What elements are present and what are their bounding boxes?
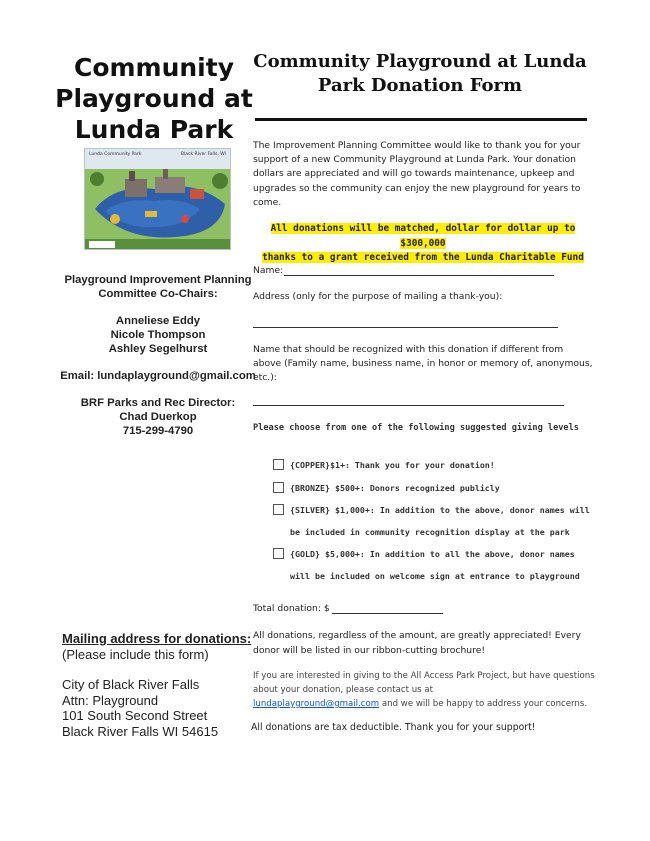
cochair-name: Nicole Thompson (110, 329, 206, 341)
address-line: Black River Falls WI 54615 (62, 723, 219, 739)
level-label: {COPPER}$1+: Thank you for your donation! (290, 460, 495, 470)
contact-paragraph (253, 669, 598, 711)
director-name: Chad Duerkop (119, 411, 197, 423)
intro-paragraph: The Improvement Planning Committee would like to thank you for your support of a new Community Playground at Lunda Park. Your donation dollars are appreciated and will go towards maintenance, upkeep and upgrades so the community can enjoy the new playground for years to come. (253, 140, 581, 208)
checkbox-gold[interactable] (273, 548, 284, 559)
mailing-heading: Mailing address for donations: (62, 631, 252, 646)
render-caption-right: Black River Falls, WI (180, 152, 226, 157)
level-label-continued: be included in community recognition display at the park (290, 527, 570, 537)
contact-text: If you are interested in giving to the All Access Park Project, but have questions about your donation, please contact us at (253, 671, 595, 695)
name-label: Name: (253, 265, 284, 276)
address-line: 101 South Second Street (62, 708, 208, 723)
address-line: City of Black River Falls (62, 677, 200, 692)
mailing-address-block (62, 631, 262, 739)
mailing-note: (Please include this form) (62, 646, 209, 662)
matching-line-2: thanks to a grant received from the Lunda Charitable Fund (262, 252, 584, 263)
recognition-field[interactable] (253, 405, 564, 406)
cochair-name: Ashley Segelhurst (108, 343, 208, 355)
contact-email-link[interactable]: lundaplayground@gmail.com (253, 699, 380, 709)
sidebar-title: Community Playground at Lunda Park (55, 53, 253, 144)
level-label: {GOLD} $5,000+: In addition to all the above, donor names (290, 549, 575, 559)
recognition-label: Name that should be recognized with this donation if different from above (Family name, business name, in honor or memory of, anonymous, etc.): (253, 344, 593, 383)
checkbox-bronze[interactable] (273, 482, 284, 493)
level-label: {SILVER} $1,000+: In addition to the above, donor names will (290, 505, 590, 515)
name-field[interactable] (284, 275, 554, 276)
playground-rendering-image (84, 148, 231, 250)
checkbox-silver[interactable] (273, 504, 284, 515)
director-phone: 715-299-4790 (122, 425, 194, 437)
address-field[interactable] (253, 327, 558, 328)
committee-heading: Playground Improvement Planning Committee Co-Chairs: (64, 274, 252, 300)
giving-levels-heading: Please choose from one of the following suggested giving levels (253, 423, 579, 433)
level-label: {BRONZE} $500+: Donors recognized publicly (290, 483, 500, 493)
cochair-name: Anneliese Eddy (115, 315, 201, 327)
total-donation-label: Total donation: $ (253, 603, 330, 614)
form-title: Community Playground at Lunda Park Donation Form (253, 51, 587, 96)
appreciation-text: All donations, regardless of the amount, are greatly appreciated! Every donor will be listed in our ribbon-cutting brochure! (253, 630, 581, 656)
director-heading: BRF Parks and Rec Director: (80, 397, 236, 409)
address-line: Attn: Playground (62, 692, 159, 708)
matching-grant-notice (253, 222, 593, 266)
contact-tail: and we will be happy to address your concerns. (381, 699, 588, 709)
committee-email: Email: lundaplayground@gmail.com (60, 370, 256, 382)
address-label: Address (only for the purpose of mailing a thank-you): (253, 291, 503, 302)
committee-contacts (58, 273, 258, 438)
tax-deductible-note: All donations are tax deductible. Thank you for your support! (251, 722, 536, 733)
total-donation-field[interactable] (332, 613, 443, 614)
matching-line-1: All donations will be matched, dollar for dollar up to $300,000 (270, 223, 576, 249)
level-label-continued: will be included on welcome sign at entrance to playground (290, 571, 580, 581)
render-caption-left: Lunda Community Park (89, 152, 142, 157)
title-divider (255, 118, 587, 121)
checkbox-copper[interactable] (273, 459, 284, 470)
